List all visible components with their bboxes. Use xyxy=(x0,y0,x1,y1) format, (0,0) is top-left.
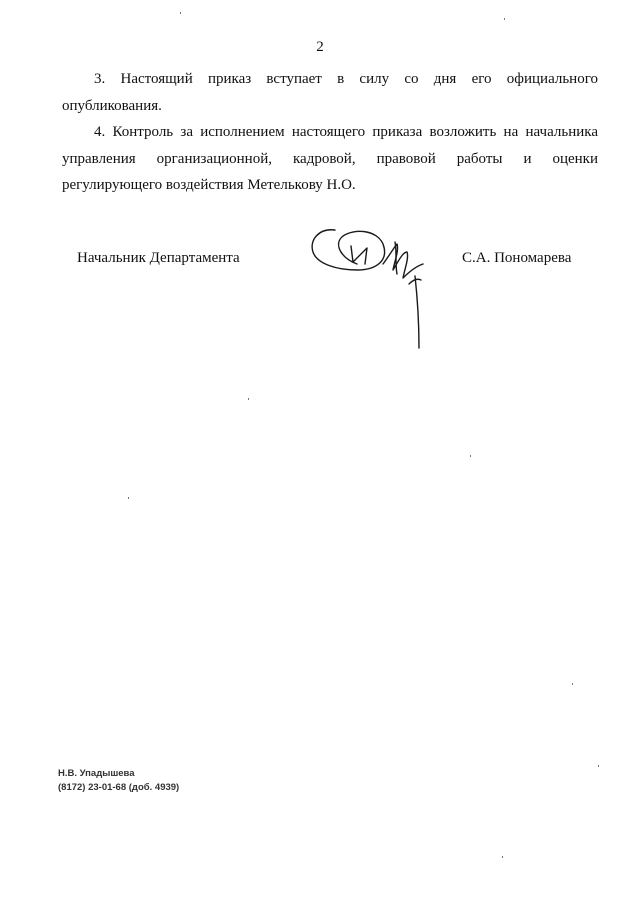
paragraph-4-line-1: 4. Контроль за исполнением настоящего приказа возложить на начальника xyxy=(94,124,598,140)
scan-speck xyxy=(180,12,181,14)
handwritten-signature xyxy=(305,224,435,354)
signatory-name: С.А. Пономарева xyxy=(462,250,572,266)
scan-speck xyxy=(572,683,573,685)
paragraph-4 xyxy=(62,119,598,199)
paragraph-4-line-3: регулирующего воздействия Метелькову Н.О. xyxy=(62,177,356,193)
scan-speck xyxy=(504,18,505,20)
executor-footer xyxy=(58,767,179,795)
executor-name: Н.В. Упадышева xyxy=(58,768,135,779)
scan-speck xyxy=(502,856,503,858)
executor-phone: (8172) 23-01-68 (доб. 4939) xyxy=(58,782,180,793)
paragraph-3-line-1: 3. Настоящий приказ вступает в силу со дня его официального xyxy=(94,71,598,87)
page-number: 2 xyxy=(316,39,324,55)
scan-speck xyxy=(470,455,471,457)
paragraph-3 xyxy=(62,66,598,119)
scan-speck xyxy=(248,398,249,400)
signatory-position: Начальник Департамента xyxy=(77,250,240,266)
scan-speck xyxy=(128,497,129,499)
paragraph-4-line-2: управления организационной, кадровой, правовой работы и оценки xyxy=(62,150,598,167)
scan-speck xyxy=(598,765,599,767)
paragraph-3-line-2: опубликования. xyxy=(62,97,162,114)
